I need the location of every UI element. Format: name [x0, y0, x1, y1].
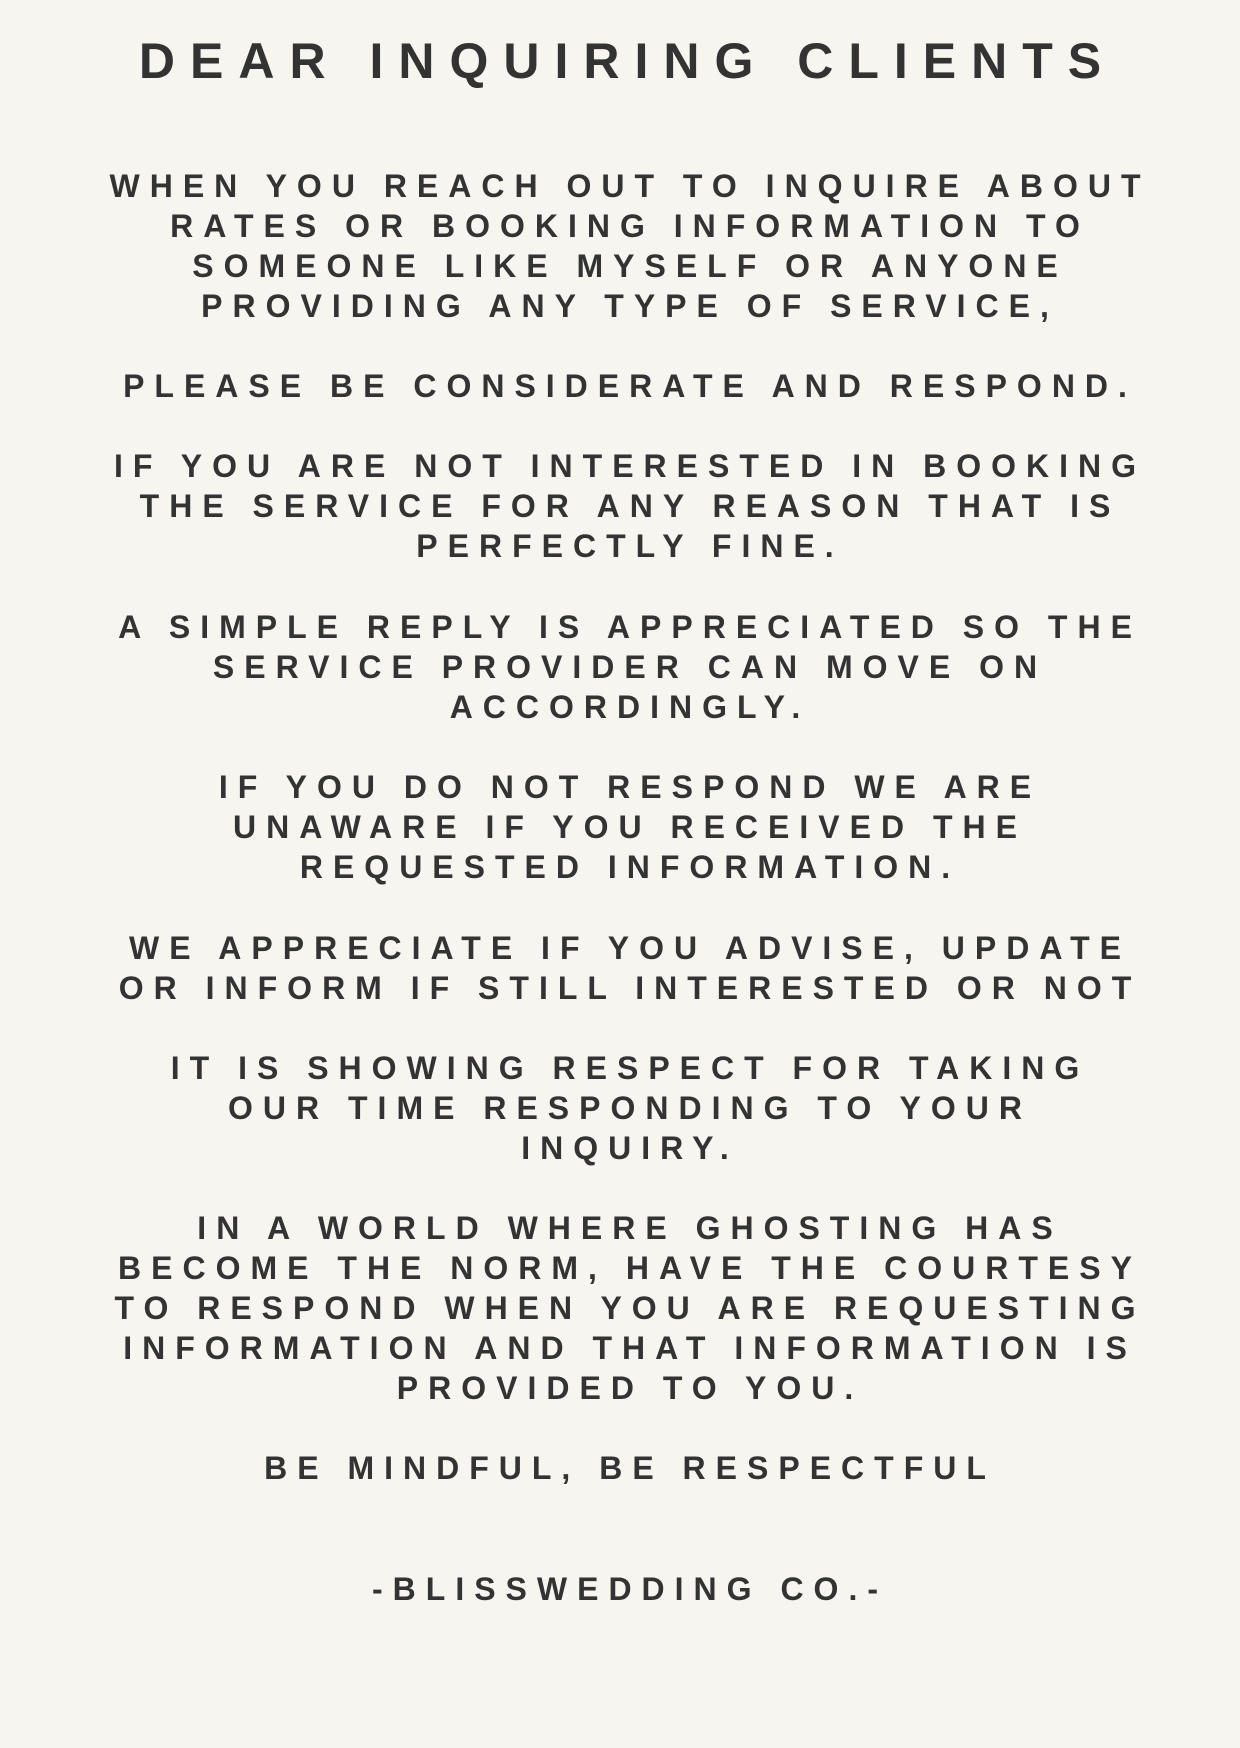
paragraph-line: PROVIDED TO YOU. [396, 1370, 864, 1406]
paragraph-line: A SIMPLE REPLY IS APPRECIATED SO THE [118, 609, 1142, 645]
paragraph-line: ACCORDINGLY. [449, 689, 811, 725]
paragraph-inquiry-context [60, 166, 1200, 326]
paragraph-line: BECOME THE NORM, HAVE THE COURTESY [118, 1250, 1142, 1286]
paragraph-no-response [60, 767, 1200, 887]
paragraph-line: PERFECTLY FINE. [416, 528, 844, 564]
paragraph-simple-reply [60, 607, 1200, 727]
paragraph-line: THE SERVICE FOR ANY REASON THAT IS [139, 488, 1121, 524]
paragraph-line: PROVIDING ANY TYPE OF SERVICE, [201, 288, 1059, 324]
paragraph-line: REQUESTED INFORMATION. [299, 849, 961, 885]
signature-line: -BLISSWEDDING CO.- [372, 1571, 888, 1607]
paragraph-line: IF YOU DO NOT RESPOND WE ARE [218, 769, 1042, 805]
paragraph-advise-update [60, 928, 1200, 1008]
signature [60, 1569, 1200, 1609]
paragraph-line: UNAWARE IF YOU RECEIVED THE [233, 809, 1027, 845]
paragraph-line: PLEASE BE CONSIDERATE AND RESPOND. [123, 368, 1137, 404]
paragraph-line: TO RESPOND WHEN YOU ARE REQUESTING [114, 1290, 1146, 1326]
paragraph-line: OUR TIME RESPONDING TO YOUR [228, 1090, 1032, 1126]
notice-title: DEAR INQUIRING CLIENTS [138, 33, 1117, 89]
paragraph-line: INFORMATION AND THAT INFORMATION IS [123, 1330, 1137, 1366]
paragraph-line: OR INFORM IF STILL INTERESTED OR NOT [118, 970, 1142, 1006]
paragraph-line: IT IS SHOWING RESPECT FOR TAKING [170, 1050, 1090, 1086]
paragraph-line: SERVICE PROVIDER CAN MOVE ON [212, 649, 1048, 685]
paragraph-line: WHEN YOU REACH OUT TO INQUIRE ABOUT [109, 168, 1151, 204]
paragraph-ghosting [60, 1208, 1200, 1408]
paragraph-not-interested [60, 446, 1200, 566]
paragraph-please-respond [60, 366, 1200, 406]
paragraph-showing-respect [60, 1048, 1200, 1168]
paragraph-line: BE MINDFUL, BE RESPECTFUL [264, 1450, 996, 1486]
paragraph-line: INQUIRY. [521, 1130, 739, 1166]
paragraph-line: SOMEONE LIKE MYSELF OR ANYONE [192, 248, 1068, 284]
paragraph-line: IF YOU ARE NOT INTERESTED IN BOOKING [113, 448, 1147, 484]
paragraph-line: WE APPRECIATE IF YOU ADVISE, UPDATE [129, 930, 1131, 966]
paragraph-be-mindful [60, 1448, 1200, 1488]
paragraph-line: IN A WORLD WHERE GHOSTING HAS [197, 1210, 1063, 1246]
paragraph-line: RATES OR BOOKING INFORMATION TO [170, 208, 1090, 244]
